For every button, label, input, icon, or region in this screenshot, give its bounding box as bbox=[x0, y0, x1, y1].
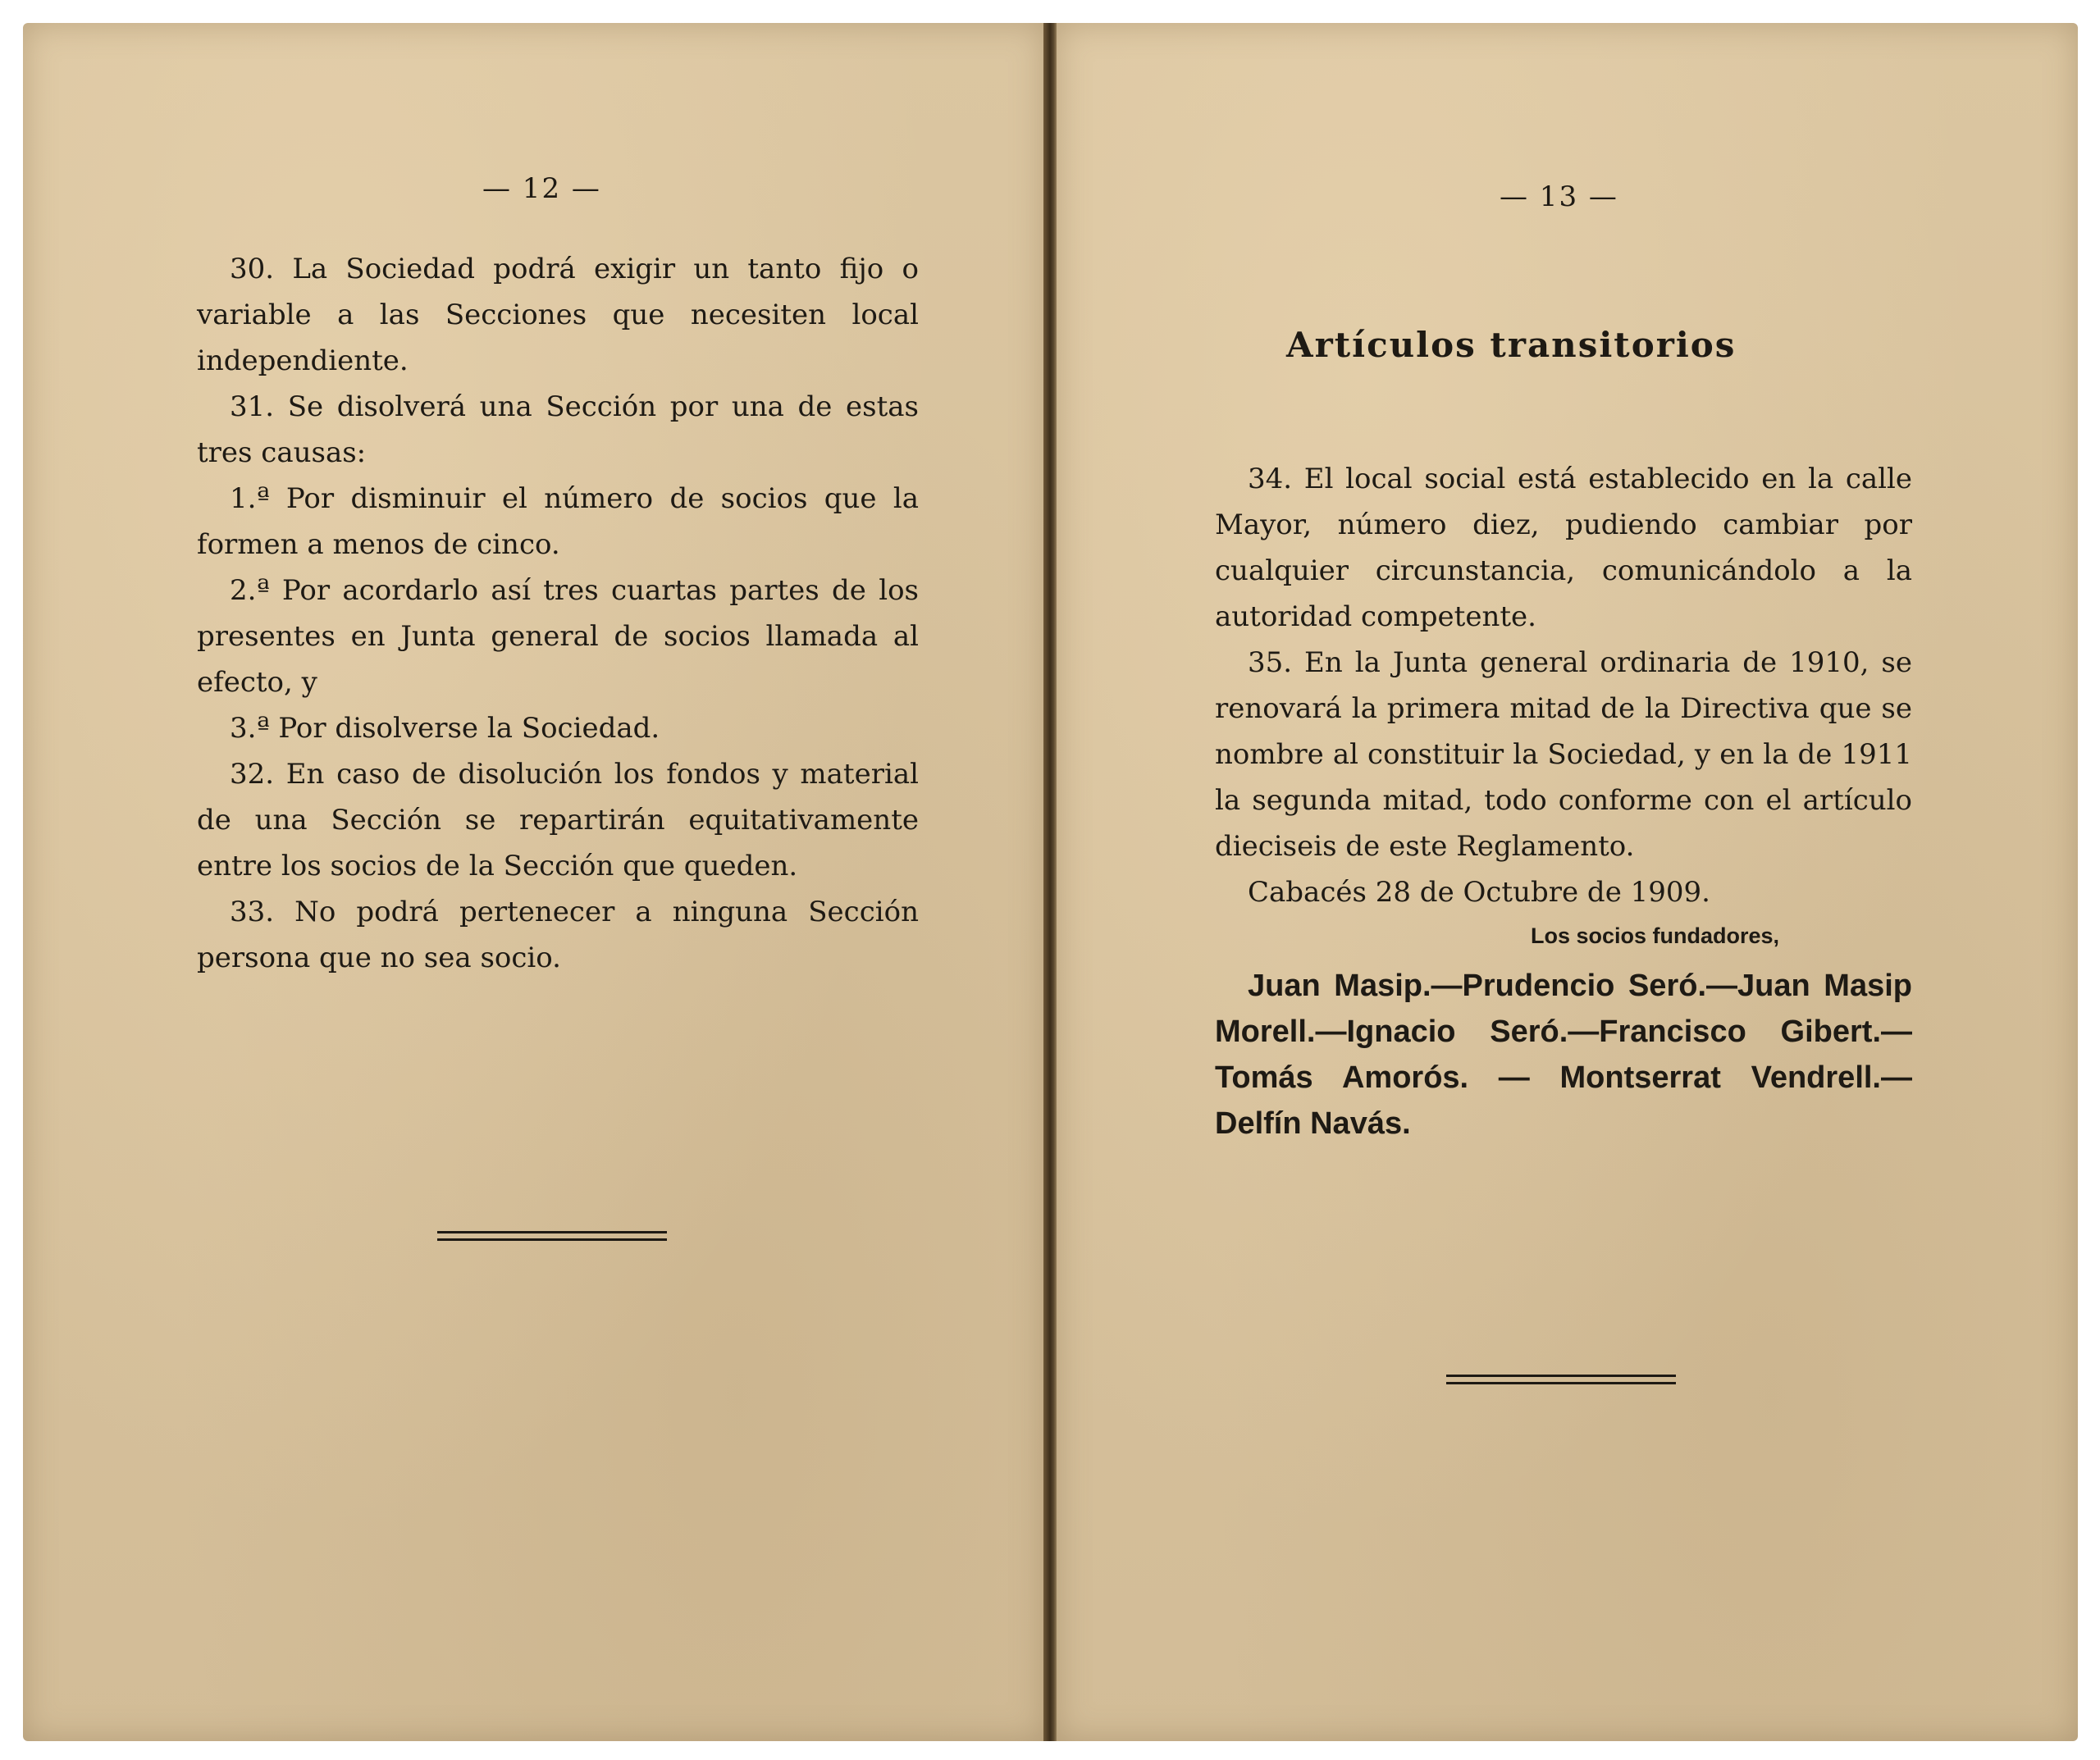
right-page-double-rule bbox=[1446, 1375, 1676, 1384]
left-page-double-rule bbox=[437, 1231, 667, 1241]
signature-label: Los socios fundadores, bbox=[1531, 923, 1780, 948]
article-33: 33. No podrá pertenecer a ninguna Sección persona que no sea socio. bbox=[197, 896, 919, 974]
cause-3: 3.ª Por disolverse la Sociedad. bbox=[230, 712, 660, 745]
founders-names: Juan Masip.—Prudencio Seró.—Juan Masip Morell.—Ignacio Seró.—Francisco Gibert.— Tomás Amorós. — Montserrat Vendrell.—Delfín Navás. bbox=[1215, 969, 1912, 1141]
article-35: 35. En la Junta general ordinaria de 1910, se renovará la primera mitad de la Directiva que se nombre al constituir la Sociedad, y en la de 1911 la segunda mitad, todo conforme con el artículo dieciseis de este Reglamento. bbox=[1215, 646, 1912, 863]
left-page-text bbox=[197, 246, 919, 981]
section-heading: Artículos transitorios bbox=[1286, 325, 1737, 365]
right-page bbox=[1057, 23, 2078, 1741]
article-32: 32. En caso de disolución los fondos y material de una Sección se repartirán equitativamente entre los socios de la Sección que queden. bbox=[197, 758, 919, 882]
founders-list bbox=[1215, 963, 1912, 1147]
article-31: 31. Se disolverá una Sección por una de estas tres causas: bbox=[197, 390, 919, 469]
article-30: 30. La Sociedad podrá exigir un tanto fijo o variable a las Secciones que necesiten local independiente. bbox=[197, 253, 919, 377]
cause-2: 2.ª Por acordarlo así tres cuartas partes de los presentes en Junta general de socios llamada al efecto, y bbox=[197, 574, 919, 699]
page-number-13: — 13 — bbox=[1500, 180, 1618, 213]
right-page-text bbox=[1215, 456, 1912, 915]
article-34: 34. El local social está establecido en la calle Mayor, número diez, pudiendo cambiar por cualquier circunstancia, comunicándolo a la autoridad competente. bbox=[1215, 463, 1912, 633]
cause-1: 1.ª Por disminuir el número de socios que la formen a menos de cinco. bbox=[197, 482, 919, 561]
page-number-12: — 12 — bbox=[482, 172, 601, 205]
place-date: Cabacés 28 de Octubre de 1909. bbox=[1248, 876, 1710, 909]
left-page bbox=[23, 23, 1044, 1741]
